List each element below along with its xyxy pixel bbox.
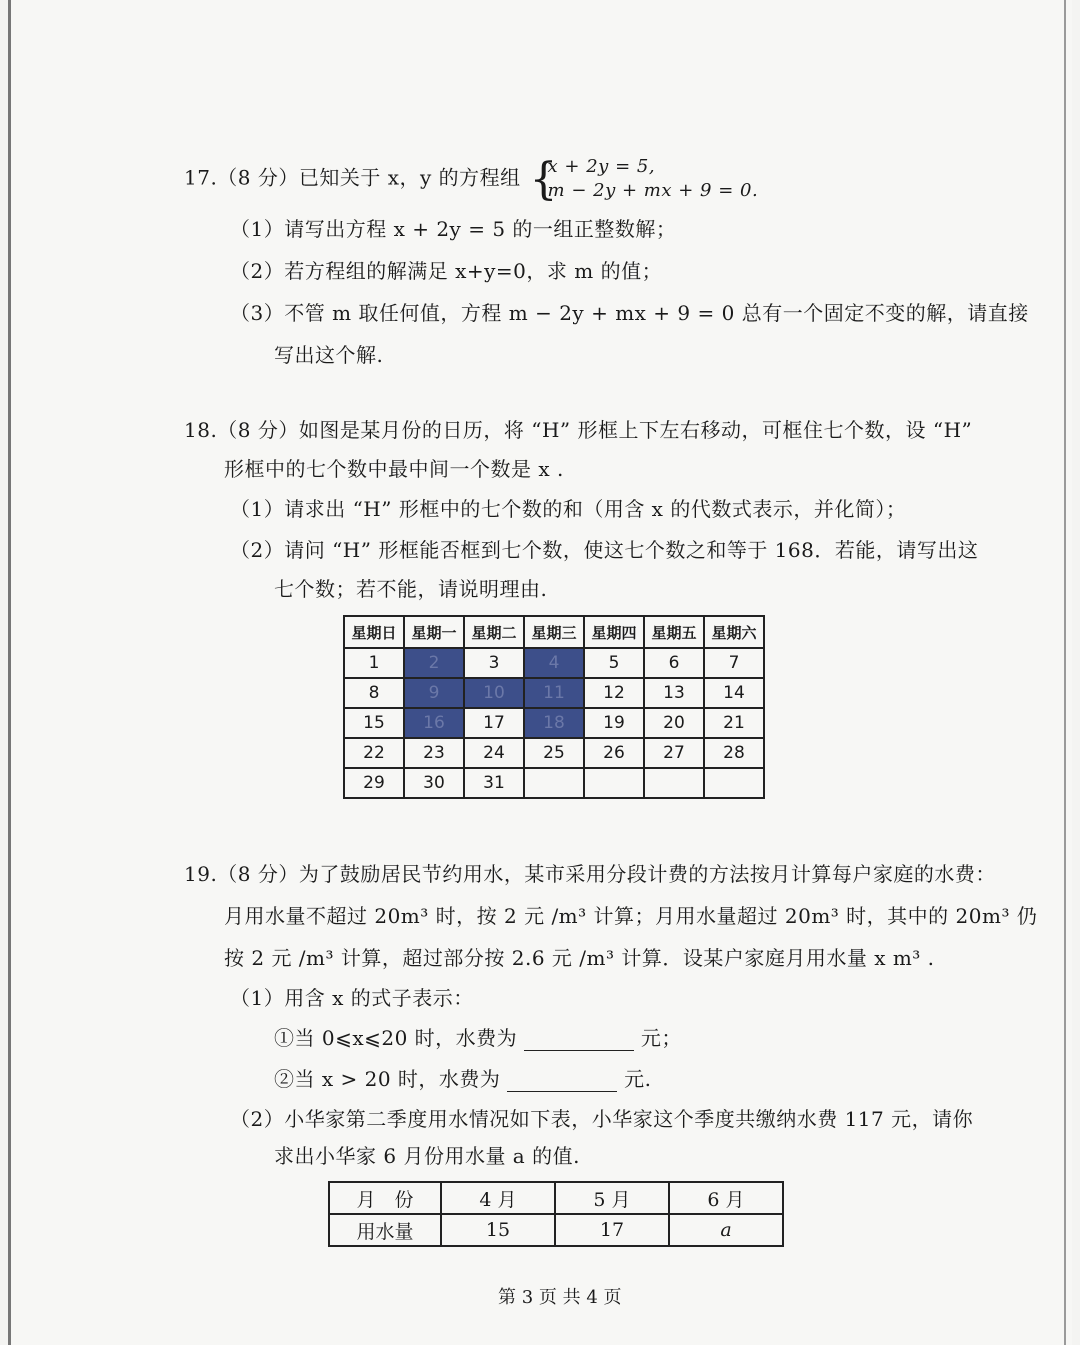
calendar-cell: 8 <box>344 678 404 708</box>
scan-edge-right <box>1064 0 1066 1345</box>
calendar-cell: 13 <box>644 678 704 708</box>
q18-line-2: 形框中的七个数中最中间一个数是 x . <box>224 457 564 481</box>
water-value-cell: 用水量 <box>329 1214 441 1246</box>
system-equation-2: m − 2y + mx + 9 = 0. <box>547 180 759 201</box>
q19-line-3: 按 2 元 /m³ 计算，超过部分按 2.6 元 /m³ 计算．设某户家庭月用水量 x m³ . <box>224 946 935 970</box>
q17-head-text: 17.（8 分）已知关于 x，y 的方程组 <box>184 165 521 190</box>
answer-blank-2[interactable] <box>507 1071 617 1092</box>
page-footer: 第 3 页 共 4 页 <box>498 1287 622 1308</box>
q19-part-2-line-1: （2）小华家第二季度用水情况如下表，小华家这个季度共缴纳水费 117 元，请你 <box>230 1107 974 1131</box>
water-header-cell: 6 月 <box>669 1182 783 1214</box>
calendar-row <box>344 708 764 738</box>
calendar-cell: 3 <box>464 648 524 678</box>
calendar-row <box>344 768 764 798</box>
exam-page <box>8 0 1072 1345</box>
q18-part-2-line-2: 七个数；若不能，请说明理由. <box>274 577 548 601</box>
calendar-cell-h-frame: 10 <box>464 678 524 708</box>
system-equation-1: x + 2y = 5, <box>547 156 656 177</box>
brace-icon: { <box>529 154 559 205</box>
water-value-row <box>329 1214 783 1246</box>
q19-line-2: 月用水量不超过 20m³ 时，按 2 元 /m³ 计算；月用水量超过 20m³ 时，其中的 20m³ 仍 <box>224 904 1038 928</box>
calendar-header: 星期五 <box>644 616 704 648</box>
calendar-header: 星期日 <box>344 616 404 648</box>
calendar-cell: 12 <box>584 678 644 708</box>
water-value-cell: a <box>669 1214 783 1246</box>
calendar-cell: 24 <box>464 738 524 768</box>
water-value-cell: 15 <box>441 1214 555 1246</box>
calendar-header: 星期二 <box>464 616 524 648</box>
calendar-cell <box>644 768 704 798</box>
calendar-cell-h-frame: 2 <box>404 648 464 678</box>
calendar-cell: 15 <box>344 708 404 738</box>
calendar-cell: 22 <box>344 738 404 768</box>
q19-case-2-text: ②当 x > 20 时，水费为 <box>274 1067 501 1091</box>
calendar-header: 星期四 <box>584 616 644 648</box>
calendar-cell: 25 <box>524 738 584 768</box>
water-header-row <box>329 1182 783 1214</box>
calendar-cell: 5 <box>584 648 644 678</box>
q19-part-2-line-2: 求出小华家 6 月份用水量 a 的值. <box>274 1144 580 1168</box>
calendar-cell: 19 <box>584 708 644 738</box>
calendar-cell: 14 <box>704 678 764 708</box>
calendar-table <box>343 615 765 799</box>
calendar-cell <box>524 768 584 798</box>
calendar-header: 星期一 <box>404 616 464 648</box>
calendar-cell: 1 <box>344 648 404 678</box>
water-usage-table <box>328 1181 784 1247</box>
water-header-cell: 月 份 <box>329 1182 441 1214</box>
water-header-cell: 4 月 <box>441 1182 555 1214</box>
calendar-cell <box>704 768 764 798</box>
q17-part-3-line-1: （3）不管 m 取任何值，方程 m − 2y + mx + 9 = 0 总有一个固定不变的解，请直接 <box>230 301 1029 325</box>
calendar-cell: 23 <box>404 738 464 768</box>
calendar-cell: 7 <box>704 648 764 678</box>
calendar-cell-h-frame: 9 <box>404 678 464 708</box>
q17-part-1: （1）请写出方程 x + 2y = 5 的一组正整数解； <box>230 217 677 241</box>
water-header-cell: 5 月 <box>555 1182 669 1214</box>
q19-part-1: （1）用含 x 的式子表示： <box>230 986 474 1010</box>
q19-case-1-text: ①当 0⩽x⩽20 时，水费为 <box>274 1026 518 1050</box>
calendar-header: 星期三 <box>524 616 584 648</box>
calendar-cell: 26 <box>584 738 644 768</box>
q17-head <box>184 155 758 203</box>
q18-part-1: （1）请求出 “H” 形框中的七个数的和（用含 x 的代数式表示，并化简）； <box>230 497 907 521</box>
calendar-cell: 21 <box>704 708 764 738</box>
calendar-cell: 30 <box>404 768 464 798</box>
equation-system <box>529 154 759 205</box>
calendar-cell: 20 <box>644 708 704 738</box>
water-value-cell: 17 <box>555 1214 669 1246</box>
calendar-cell: 17 <box>464 708 524 738</box>
calendar-row <box>344 678 764 708</box>
calendar-cell: 27 <box>644 738 704 768</box>
calendar-cell <box>584 768 644 798</box>
calendar-cell: 29 <box>344 768 404 798</box>
calendar-cell: 28 <box>704 738 764 768</box>
calendar-cell: 31 <box>464 768 524 798</box>
calendar-cell: 6 <box>644 648 704 678</box>
q19-line-1: 19.（8 分）为了鼓励居民节约用水，某市采用分段计费的方法按月计算每户家庭的水费： <box>184 862 996 886</box>
scan-edge-left <box>8 0 11 1345</box>
calendar-header: 星期六 <box>704 616 764 648</box>
q18-line-1: 18.（8 分）如图是某月份的日历，将 “H” 形框上下左右移动，可框住七个数，设 “H” <box>184 418 973 442</box>
q19-case-1 <box>274 1025 682 1051</box>
q17-part-2: （2）若方程组的解满足 x+y=0，求 m 的值； <box>230 259 663 283</box>
q19-case-2-unit: 元. <box>624 1067 652 1091</box>
q19-case-1-unit: 元； <box>640 1026 682 1050</box>
calendar-cell-h-frame: 16 <box>404 708 464 738</box>
answer-blank-1[interactable] <box>524 1030 634 1051</box>
q17-part-3-line-2: 写出这个解. <box>274 343 384 367</box>
calendar-cell-h-frame: 18 <box>524 708 584 738</box>
calendar-cell-h-frame: 11 <box>524 678 584 708</box>
q19-case-2 <box>274 1066 652 1092</box>
calendar-row <box>344 738 764 768</box>
calendar-row <box>344 648 764 678</box>
calendar-header-row <box>344 616 764 648</box>
q18-part-2-line-1: （2）请问 “H” 形框能否框到七个数，使这七个数之和等于 168．若能，请写出这 <box>230 538 979 562</box>
calendar-cell-h-frame: 4 <box>524 648 584 678</box>
